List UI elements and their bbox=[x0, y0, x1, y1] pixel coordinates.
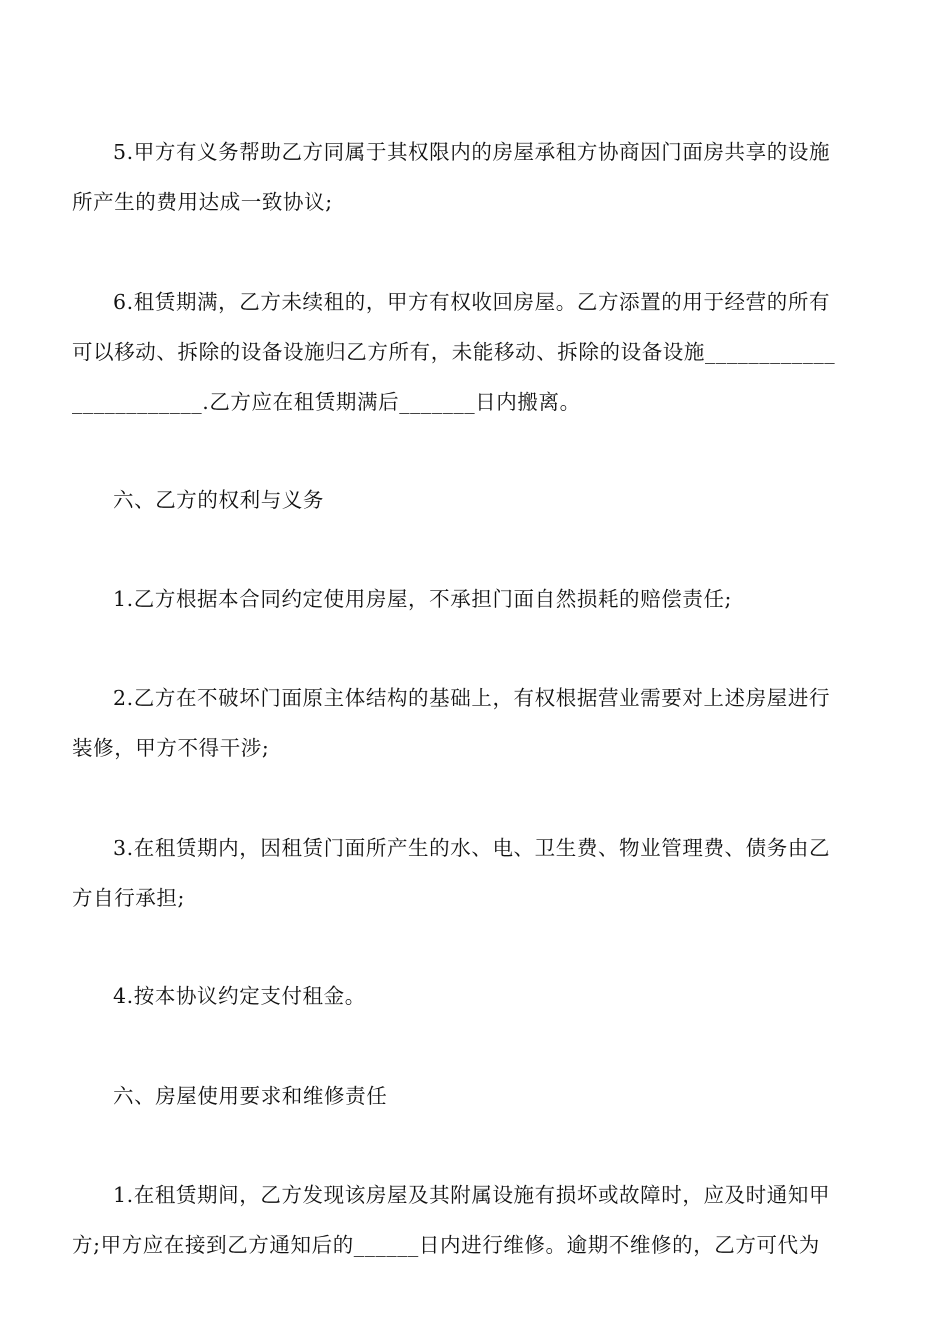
party-b-clause-3-line-2: 方自行承担; bbox=[72, 886, 186, 910]
clause-6-lease-expiry bbox=[72, 277, 878, 427]
party-b-clause-2-line-2: 装修，甲方不得干涉; bbox=[72, 736, 270, 760]
clause-5-party-a-duty bbox=[72, 127, 878, 227]
maintenance-clause-1-line-2: 方;甲方应在接到乙方通知后的______日内进行维修。逾期不维修的，乙方可代为 bbox=[72, 1233, 820, 1257]
party-b-clause-3 bbox=[72, 823, 878, 923]
section-heading-usage-maintenance: 六、房屋使用要求和维修责任 bbox=[113, 1084, 388, 1108]
party-b-clause-2 bbox=[72, 673, 878, 773]
clause-5-line-1: 5.甲方有义务帮助乙方同属于其权限内的房屋承租方协商因门面房共享的设施 bbox=[113, 140, 831, 164]
party-b-clause-1 bbox=[72, 574, 878, 624]
clause-6-line-3: ____________.乙方应在租赁期满后_______日内搬离。 bbox=[72, 390, 581, 414]
party-b-clause-2-line-1: 2.乙方在不破坏门面原主体结构的基础上，有权根据营业需要对上述房屋进行 bbox=[113, 686, 831, 710]
party-b-clause-4-line-1: 4.按本协议约定支付租金。 bbox=[113, 984, 366, 1008]
clause-6-line-2: 可以移动、拆除的设备设施归乙方所有，未能移动、拆除的设备设施____________ bbox=[72, 340, 836, 364]
party-b-clause-4 bbox=[72, 971, 878, 1021]
party-b-clause-3-line-1: 3.在租赁期内，因租赁门面所产生的水、电、卫生费、物业管理费、债务由乙 bbox=[113, 836, 831, 860]
clause-6-line-1: 6.租赁期满，乙方未续租的，甲方有权收回房屋。乙方添置的用于经营的所有 bbox=[113, 290, 831, 314]
maintenance-clause-1 bbox=[72, 1170, 878, 1270]
party-b-clause-1-line-1: 1.乙方根据本合同约定使用房屋，不承担门面自然损耗的赔偿责任; bbox=[113, 587, 733, 611]
clause-5-line-2: 所产生的费用达成一致协议; bbox=[72, 190, 333, 214]
maintenance-clause-1-line-1: 1.在租赁期间，乙方发现该房屋及其附属设施有损坏或故障时，应及时通知甲 bbox=[113, 1183, 831, 1207]
section-heading-party-b-rights: 六、乙方的权利与义务 bbox=[113, 488, 324, 512]
